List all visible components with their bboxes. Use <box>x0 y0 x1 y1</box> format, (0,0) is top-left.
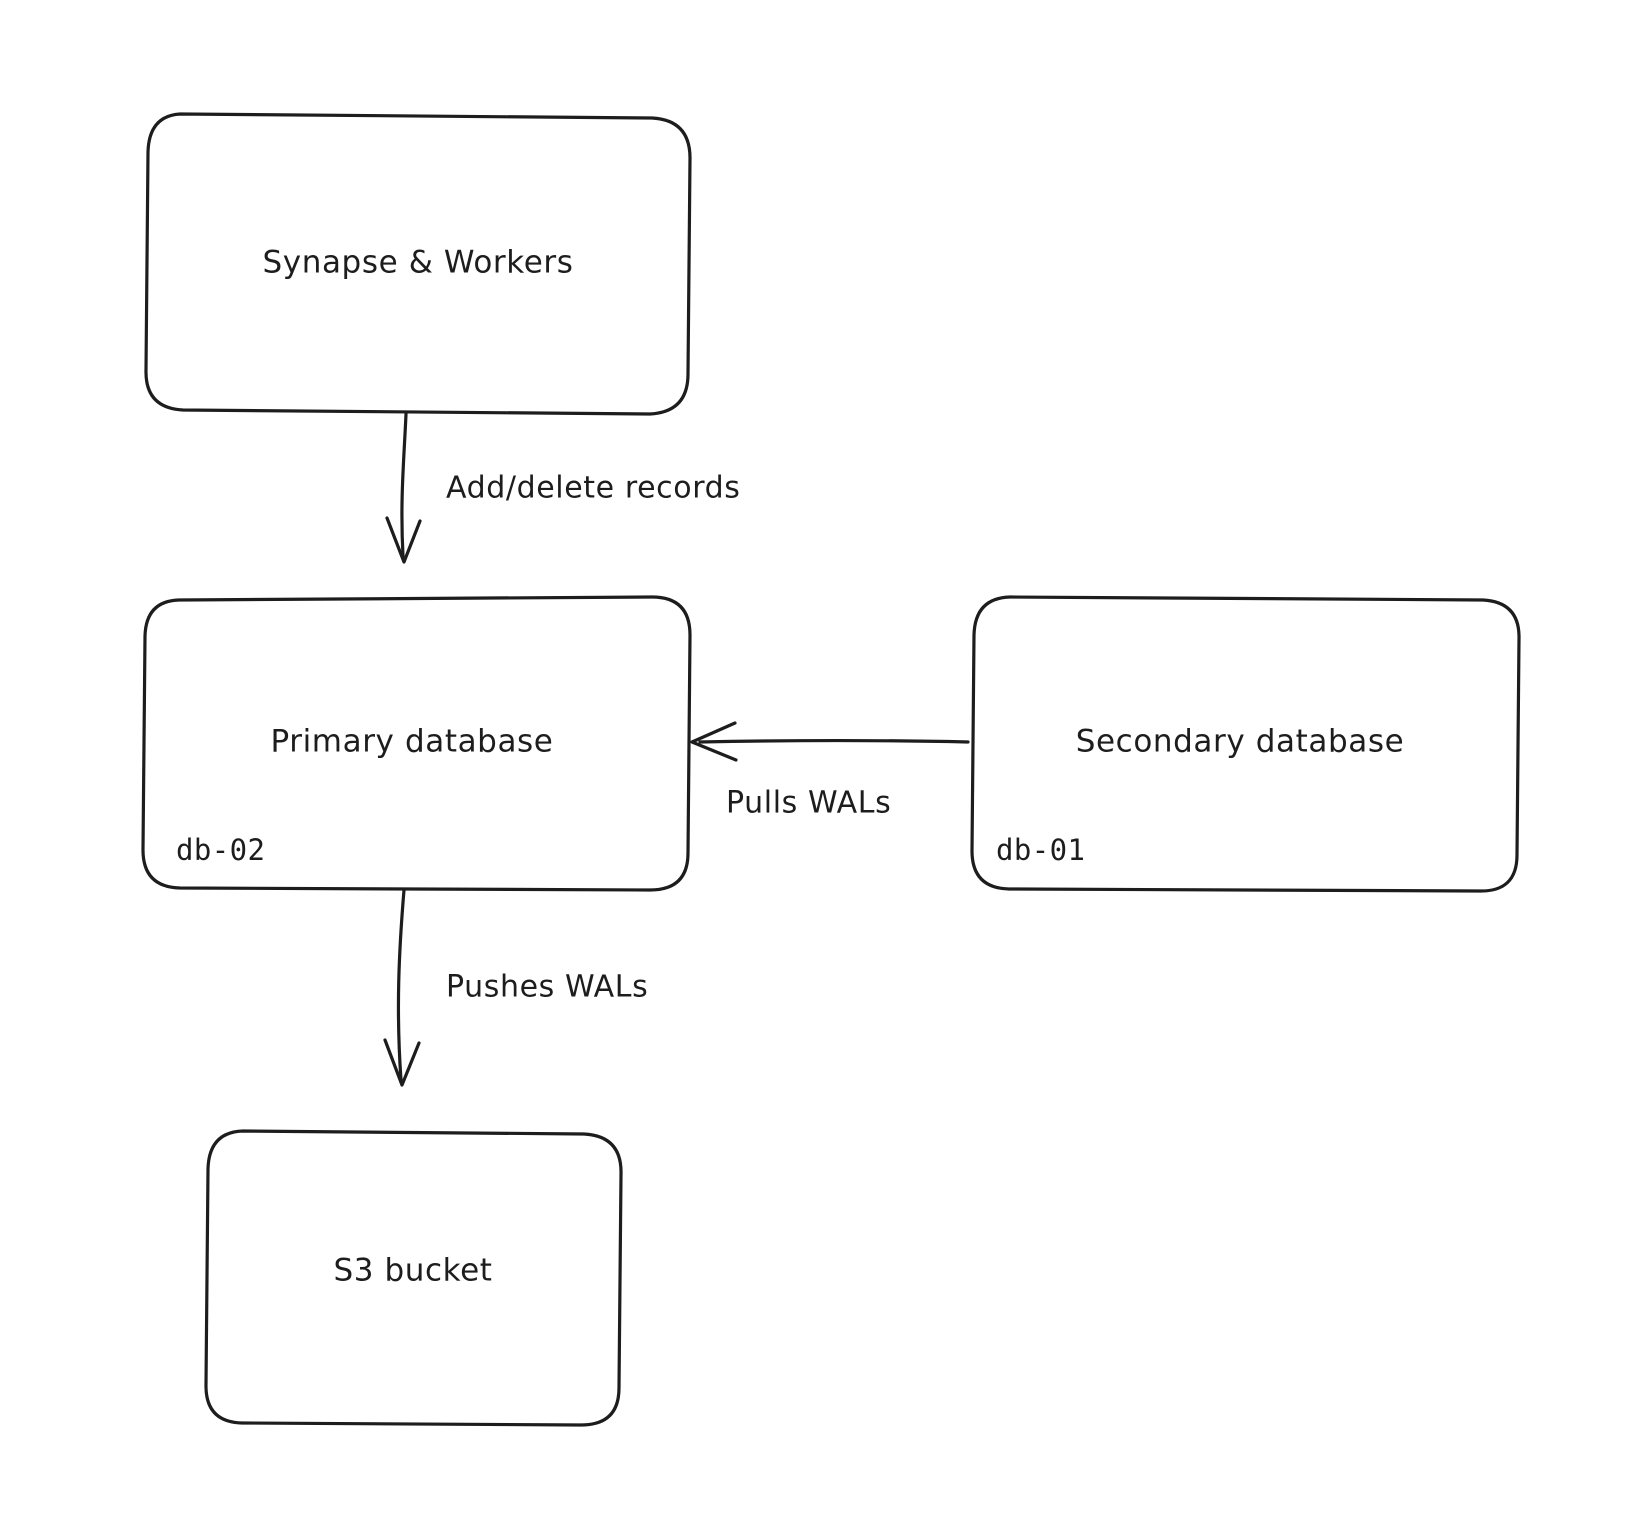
edge-label-add-delete-records: Add/delete records <box>446 470 741 506</box>
edge-label-pushes-wals: Pushes WALs <box>446 969 649 1005</box>
node-primary-database[interactable] <box>143 597 690 890</box>
edge-secondary-to-primary <box>692 723 968 821</box>
edge-label-pulls-wals: Pulls WALs <box>726 785 892 821</box>
node-sublabel-secondary-database: db-01 <box>996 833 1086 867</box>
edge-synapse-to-primary <box>387 414 741 562</box>
edge-line <box>700 741 968 743</box>
node-label-primary-database: Primary database <box>270 723 554 760</box>
edge-line <box>402 414 406 556</box>
node-secondary-database[interactable] <box>972 597 1519 891</box>
edge-primary-to-s3 <box>385 890 648 1085</box>
node-label-secondary-database: Secondary database <box>1075 723 1405 760</box>
node-sublabel-primary-database: db-02 <box>176 833 266 867</box>
node-label-synapse-workers: Synapse & Workers <box>262 244 574 281</box>
node-synapse-workers[interactable] <box>146 114 690 414</box>
node-label-s3-bucket: S3 bucket <box>333 1252 493 1289</box>
edge-line <box>398 890 404 1080</box>
node-s3-bucket[interactable] <box>206 1131 621 1425</box>
